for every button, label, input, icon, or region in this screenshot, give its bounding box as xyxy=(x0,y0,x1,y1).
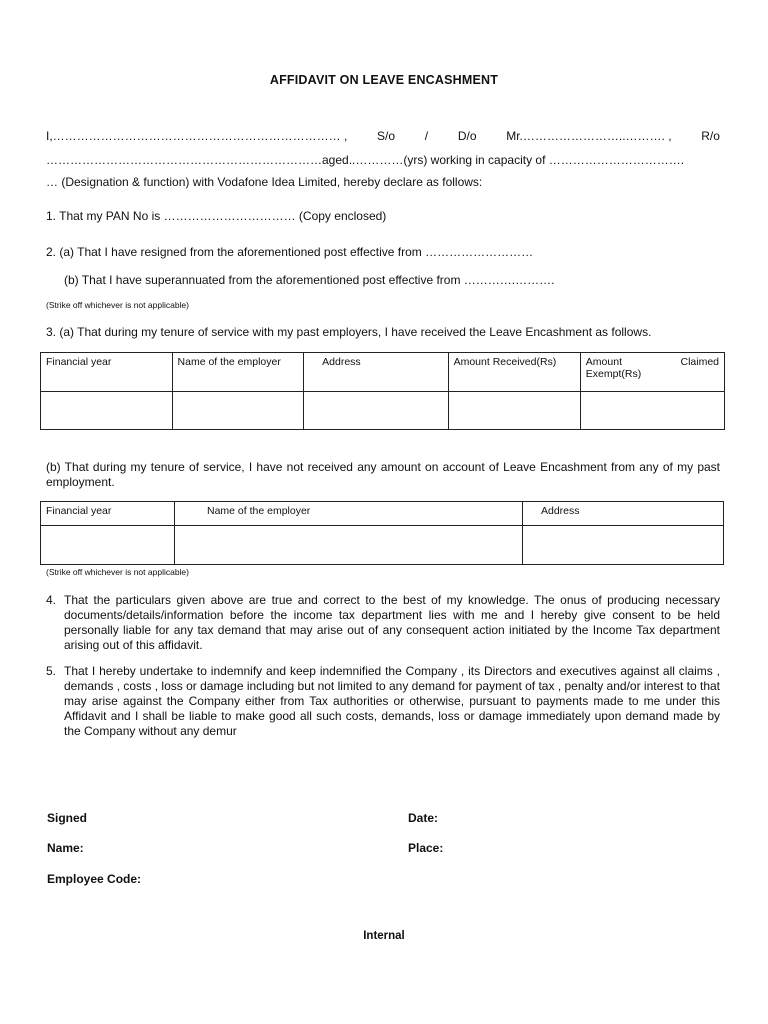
no-encashment-table xyxy=(40,501,724,565)
date-label: Date: xyxy=(408,811,439,825)
header-financial-year: Financial year xyxy=(41,353,173,392)
cell-amount-received[interactable] xyxy=(448,392,580,430)
header-address: Address xyxy=(304,353,448,392)
intro-so: S/o xyxy=(377,129,396,143)
leave-encashment-received-table xyxy=(40,352,725,430)
item-2a-resigned: 2. (a) That I have resigned from the aforementioned post effective from ……………………… xyxy=(46,245,534,259)
intro-mr-blank: Mr.……………………..………. , xyxy=(506,129,672,143)
item-2b-superannuated: (b) That I have superannuated from the aforementioned post effective from ………….………. xyxy=(64,273,555,287)
intro-line-3: … (Designation & function) with Vodafone Idea Limited, hereby declare as follows: xyxy=(46,175,483,189)
cell-financial-year-2[interactable] xyxy=(41,526,175,565)
strike-note-1: (Strike off whichever is not applicable) xyxy=(46,300,189,310)
strike-note-2: (Strike off whichever is not applicable) xyxy=(46,567,189,577)
header-employer-name-2: Name of the employer xyxy=(175,502,523,526)
header-address-2: Address xyxy=(523,502,724,526)
intro-ro: R/o xyxy=(701,129,720,143)
intro-name-blank: I,……………………………………………………………… , xyxy=(46,129,348,143)
classification-footer: Internal xyxy=(363,930,405,942)
name-label: Name: xyxy=(47,841,84,855)
cell-financial-year[interactable] xyxy=(41,392,173,430)
item-3a: 3. (a) That during my tenure of service with my past employers, I have received the Leave Encashment as follows. xyxy=(46,325,652,339)
document-title: AFFIDAVIT ON LEAVE ENCASHMENT xyxy=(269,73,499,87)
cell-employer-name[interactable] xyxy=(172,392,304,430)
intro-slash: / xyxy=(424,129,429,143)
cell-address-2[interactable] xyxy=(523,526,724,565)
place-label: Place: xyxy=(408,841,444,855)
cell-employer-name-2[interactable] xyxy=(175,526,523,565)
item-5-text: That I hereby undertake to indemnify and keep indemnified the Company , its Directors and executives against all claims , demands , costs , loss or damage including but not limited to any demand for payment of tax , penalty and/or interest to that may arise against the Company either from Tax authorities or otherwise, pursuant to payments made to me under this Affidavit and I shall be liable to make good all such costs, demands, loss or damage immediately upon demand made by the Company without any demur xyxy=(64,664,720,738)
cell-address[interactable] xyxy=(304,392,448,430)
intro-line-1 xyxy=(46,129,720,144)
intro-line-2: ……………………………………………………………aged..…………(yrs) working in capacity of ……………………………. xyxy=(46,153,685,167)
header-amount-received: Amount Received(Rs) xyxy=(448,353,580,392)
item-5-number: 5. xyxy=(46,664,57,678)
header-amount-claimed-exempt: Amount Claimed Exempt(Rs) xyxy=(580,353,724,392)
cell-amount-claimed-exempt[interactable] xyxy=(580,392,724,430)
employee-code-label: Employee Code: xyxy=(47,872,142,886)
item-4-number: 4. xyxy=(46,593,57,607)
header-financial-year-2: Financial year xyxy=(41,502,175,526)
signed-label: Signed xyxy=(47,811,88,825)
intro-do: D/o xyxy=(457,129,477,143)
item-1-pan: 1. That my PAN No is …………………………… (Copy enclosed) xyxy=(46,209,387,223)
header-employer-name: Name of the employer xyxy=(172,353,304,392)
item-3b: (b) That during my tenure of service, I have not received any amount on account of Leave Encashment from any of my past employment. xyxy=(46,460,720,489)
item-4-text: That the particulars given above are true and correct to the best of my knowledge. The onus of producing necessary documents/details/information before the income tax department lies with me and I hereby give consent to be held personally liable for any tax demand that may arise out of any consequent action initiated by the Income Tax department arising out of this affidavit. xyxy=(64,593,720,652)
